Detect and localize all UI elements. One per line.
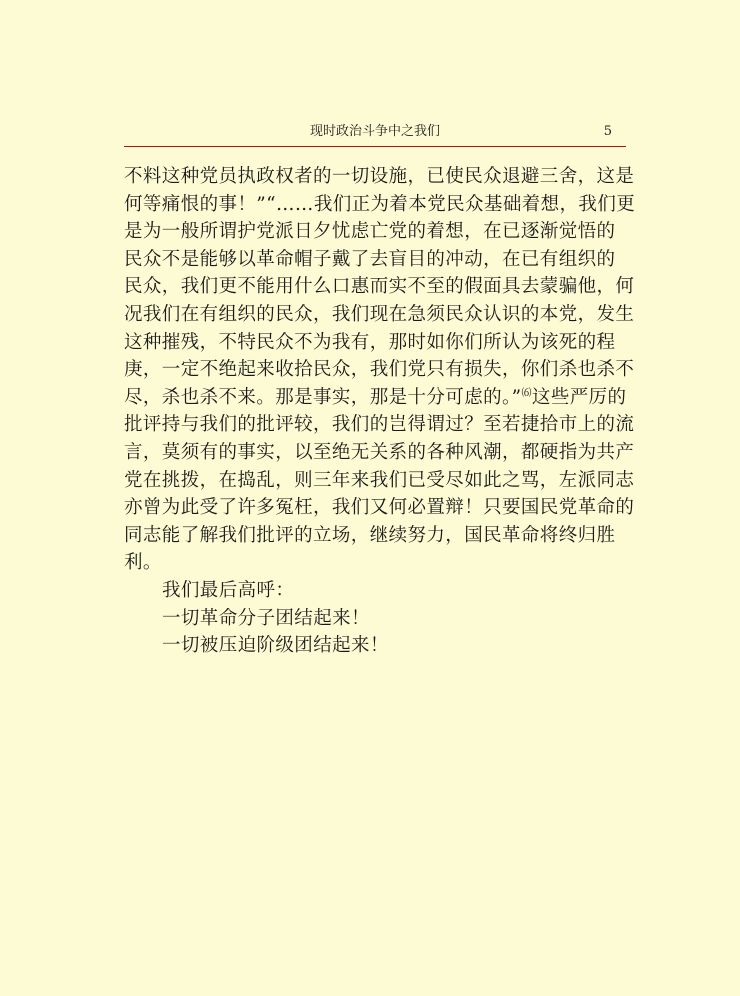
slogan-line: 一切革命分子团结起来！ xyxy=(162,607,370,629)
text-line: 同志能了解我们批评的立场，继续努力，国民革命将终归胜 xyxy=(124,524,616,546)
text-line: 何等痛恨的事！”“……我们正为着本党民众基础着想，我们更 xyxy=(124,193,636,215)
text-line: 况我们在有组织的民众，我们现在急须民众认识的本党，发生 xyxy=(124,303,635,325)
text-line: 利。 xyxy=(124,552,162,574)
running-header xyxy=(124,122,626,144)
text-line: 庚，一定不绝起来收拾民众，我们党只有损失，你们杀也杀不 xyxy=(124,359,635,381)
running-title: 现时政治斗争中之我们 xyxy=(309,124,440,139)
text-segment: 这些严厉的 xyxy=(531,386,627,408)
text-line: 是为一般所谓护党派日夕忧虑亡党的着想，在已逐渐觉悟的 xyxy=(124,221,616,243)
closing-line: 我们最后高呼： xyxy=(162,579,295,601)
header-rule xyxy=(124,146,626,147)
text-segment: 尽，杀也杀不来。那是事实，那是十分可虑的。” xyxy=(124,386,522,408)
text-line: 批评持与我们的批评较，我们的岂得谓过？至若捷拾市上的流 xyxy=(124,414,635,436)
text-line: 这种摧残，不特民众不为我有，那时如你们所认为该死的程 xyxy=(124,331,616,353)
slogan-line: 一切被压迫阶级团结起来！ xyxy=(162,635,389,657)
text-line: 言，莫须有的事实，以至绝无关系的各种风潮，都硬指为共产 xyxy=(124,441,635,463)
footnote-marker[interactable]: ⑹ xyxy=(521,387,532,399)
text-line-with-note xyxy=(124,384,626,412)
text-line: 亦曾为此受了许多冤枉，我们又何必置辩！只要国民党革命的 xyxy=(124,497,635,519)
page-number: 5 xyxy=(603,124,612,139)
text-line: 民众，我们更不能用什么口惠而实不至的假面具去蒙骗他，何 xyxy=(124,276,635,298)
body-text xyxy=(124,163,636,660)
text-line: 党在挑拨，在捣乱，则三年来我们已受尽如此之骂，左派同志 xyxy=(124,469,635,491)
text-line: 民众不是能够以革命帽子戴了去盲目的冲动，在已有组织的 xyxy=(124,248,616,270)
text-line: 不料这种党员执政权者的一切设施，已使民众退避三舍，这是 xyxy=(124,166,635,187)
